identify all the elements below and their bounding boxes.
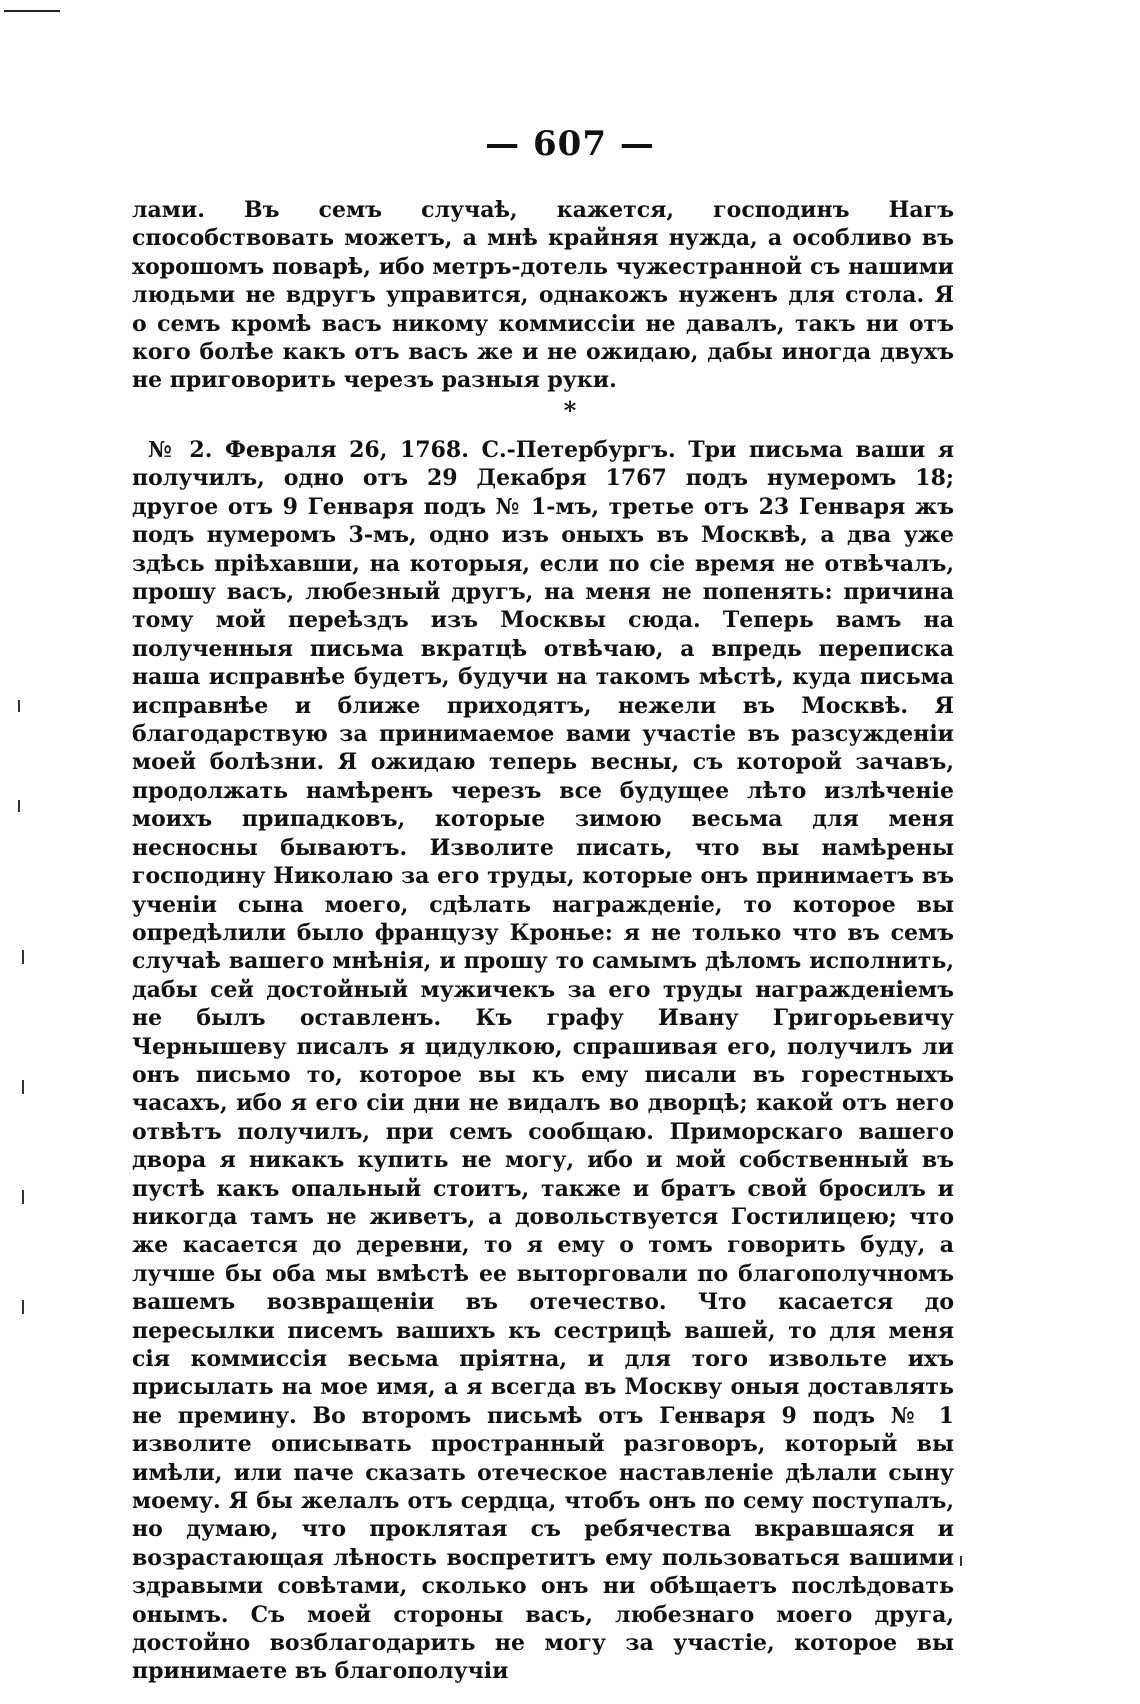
page-number: — 607 — xyxy=(485,124,655,164)
top-rule xyxy=(4,10,60,12)
paragraph-text: лами. Въ семъ случаѣ, кажется, господинъ Нагъ способствовать можетъ, а мнѣ крайняя нужда, а особливо въ хорошомъ поварѣ, ибо метръ-дотель чужестранной съ нашими людьми не вдругъ управится, однакожъ нуженъ для стола. Я о семъ кромѣ васъ никому коммиссіи не давалъ, такъ ни отъ кого болѣе какъ отъ васъ же и не ожидаю, дабы иногда двухъ не приговорить черезъ разныя руки. xyxy=(132,197,954,394)
scan-mark xyxy=(22,1080,24,1094)
scan-mark xyxy=(18,800,20,812)
letter-paragraph xyxy=(132,436,954,1686)
scan-mark xyxy=(22,950,24,964)
paragraph-text: № 2. Февраля 26, 1768. С.-Петербургъ. Три письма ваши я получилъ, одно отъ 29 Декабря 1767 подъ нумеромъ 18; другое отъ 9 Генваря подъ № 1-мъ, третье отъ 23 Генваря жъ подъ нумеромъ 3-мъ, одно изъ оныхъ въ Москвѣ, а два уже здѣсь пріѣхавши, на которыя, если по сіе время не отвѣчалъ, прошу васъ, любезный другъ, на меня не попенять: причина тому мой переѣздъ изъ Москвы сюда. Теперь вамъ на полученныя письма вкратцѣ отвѣчаю, а впредь переписка наша исправнѣе будетъ, будучи на такомъ мѣстѣ, куда письма исправнѣе и ближе приходятъ, нежели въ Москвѣ. Я благодарствую за принимаемое вами участіе въ разсужденіи моей болѣзни. Я ожидаю теперь весны, съ которой зачавъ, продолжать намѣренъ черезъ все будущее лѣто излѣченіе моихъ припадковъ, которые зимою весьма для меня несносны бываютъ. Изволите писать, что вы намѣрены господину Николаю за его труды, которые онъ принимаетъ въ ученіи сына моего, сдѣлать награжденіе, то которое вы опредѣлили было французу Кронье: я не только что въ семъ случаѣ вашего мнѣнія, и прошу то самымъ дѣломъ исполнить, дабы сей достойный мужичекъ за его труды награжденіемъ не былъ оставленъ. Къ графу Ивану Григорьевичу Чернышеву писалъ я цидулкою, спрашивая его, получилъ ли онъ письмо то, которое вы къ ему писали въ горестныхъ часахъ, ибо я его сіи дни не видалъ во дворцѣ; какой отъ него отвѣтъ получилъ, при семъ сообщаю. Приморскаго вашего двора я никакъ купить не могу, ибо и мой собственный въ пустѣ какъ опальный стоитъ, также и братъ свой бросилъ и никогда тамъ не живетъ, а довольствуется Гостилицею; что же касается до деревни, то я ему о томъ говорить буду, а лучше бы оба мы вмѣстѣ ее выторговали по благополучномъ вашемъ возвращеніи въ отечество. Что касается до пересылки писемъ вашихъ къ сестрицѣ вашей, то для меня сія коммиссія весьма пріятна, и для того извольте ихъ присылать на мое имя, а я всегда въ Москву оныя доставлять не премину. Во второмъ письмѣ отъ Генваря 9 подъ № 1 изволите описывать пространный разговоръ, который вы имѣли, или паче сказать отеческое наставленіе дѣлали сыну моему. Я бы желалъ отъ сердца, чтобъ онъ по сему поступалъ, но думаю, что проклятая съ ребячества вкравшаяся и возрастающая лѣность воспретитъ ему пользоваться вашими здравыми совѣтами, сколько онъ ни обѣщаетъ послѣдовать онымъ. Съ моей стороны васъ, любезнаго моего друга, достойно возблагодарить не могу за участіе, которое вы принимаете въ благополучіи xyxy=(132,437,954,1685)
scan-mark xyxy=(960,1556,962,1566)
paragraph-continuation xyxy=(132,196,954,395)
section-separator: * xyxy=(563,396,577,425)
scan-mark xyxy=(18,700,20,712)
scan-mark xyxy=(22,1300,24,1314)
scan-mark xyxy=(22,1190,24,1204)
